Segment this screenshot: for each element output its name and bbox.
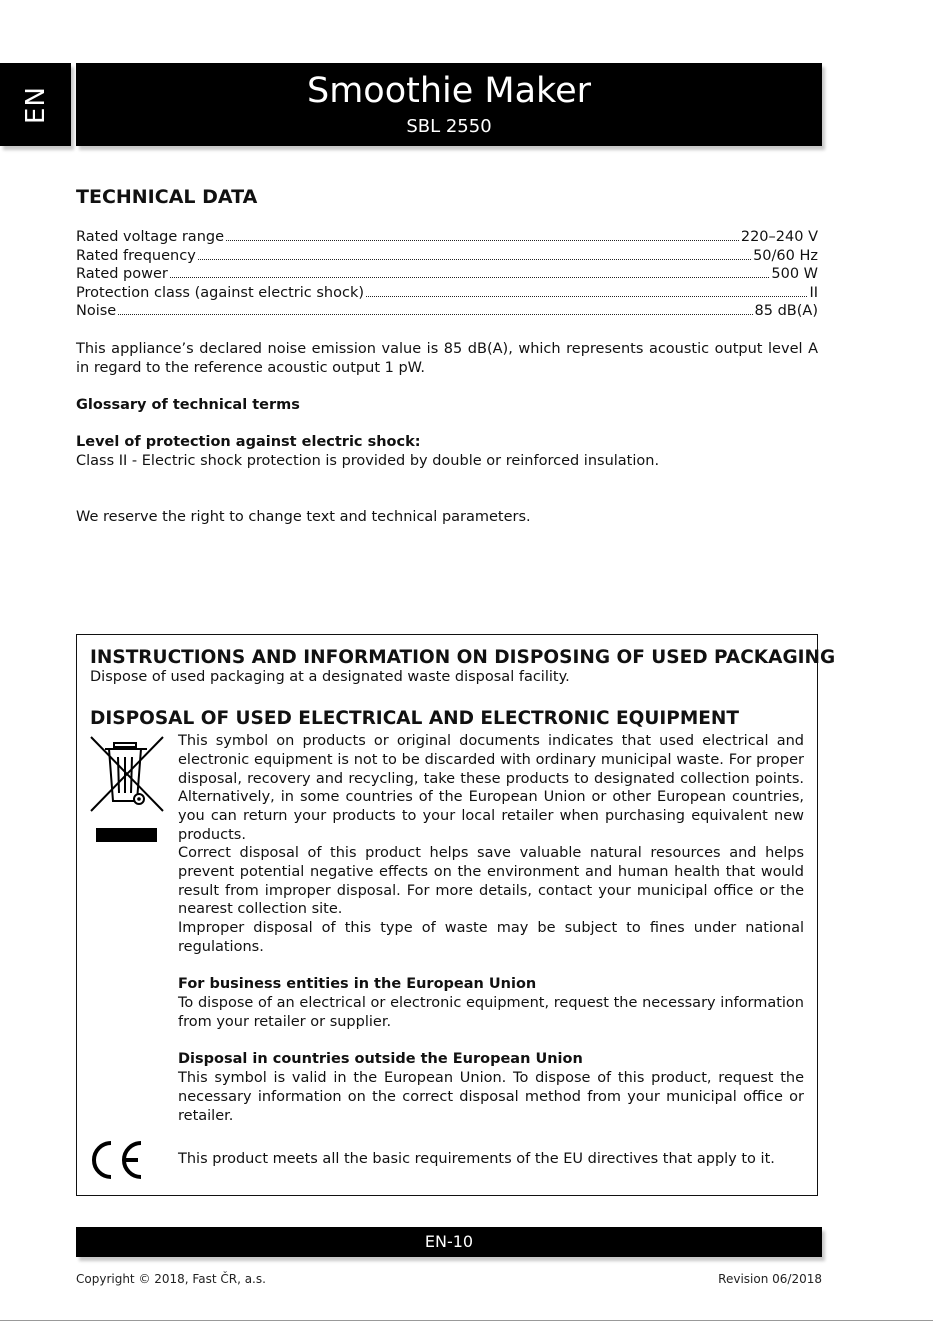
weee-heading: DISPOSAL OF USED ELECTRICAL AND ELECTRONIC EQUIPMENT	[90, 708, 740, 729]
protection-heading: Level of protection against electric shock:	[76, 434, 421, 450]
dot-leader	[226, 240, 739, 241]
disposal-box	[76, 634, 836, 1196]
dot-leader	[170, 277, 769, 278]
spec-row	[76, 265, 818, 284]
crossed-bin-icon	[89, 735, 165, 815]
weee-paragraph-2: Correct disposal of this product helps save valuable natural resources and helps prevent potential negative effects on the environment and human health that would result from improper disposal. For more details, contact your municipal office or the nearest collection site.	[178, 845, 804, 918]
spec-label: Protection class (against electric shock)	[76, 284, 365, 301]
ce-statement: This product meets all the basic requirements of the EU directives that apply to it.	[178, 1151, 775, 1167]
language-tab	[0, 63, 71, 146]
model-number: SBL 2550	[406, 116, 492, 137]
copyright-text: Copyright © 2018, Fast ČR, a.s.	[76, 1272, 266, 1286]
reserve-note: We reserve the right to change text and technical parameters.	[76, 509, 531, 525]
dot-leader	[198, 259, 751, 260]
outside-eu-text: This symbol is valid in the European Union. To dispose of this product, request the necessary information on the correct disposal method from your municipal office or retailer.	[178, 1070, 804, 1124]
technical-data-heading: TECHNICAL DATA	[76, 186, 258, 208]
page-number: EN-10	[424, 1232, 474, 1251]
eu-business-text: To dispose of an electrical or electronic equipment, request the necessary information from your retailer or supplier.	[178, 995, 804, 1030]
noise-note: This appliance’s declared noise emission value is 85 dB(A), which represents acoustic output level A in regard to the reference acoustic output 1 pW.	[76, 341, 818, 376]
packaging-text: Dispose of used packaging at a designated waste disposal facility.	[90, 669, 570, 685]
language-label: EN	[20, 85, 51, 124]
title-banner	[76, 63, 822, 146]
spec-value: 220–240 V	[740, 229, 818, 245]
page-bottom-rule	[0, 1320, 933, 1321]
outside-eu-heading: Disposal in countries outside the European Union	[178, 1051, 583, 1067]
ce-mark-icon	[89, 1140, 145, 1180]
spec-label: Rated voltage range	[76, 229, 225, 245]
spec-label: Noise	[76, 303, 117, 320]
spec-row	[76, 284, 818, 303]
dot-leader	[366, 296, 807, 297]
weee-paragraph-1: This symbol on products or original documents indicates that used electrical and electronic equipment is not to be discarded with ordinary municipal waste. For proper disposal, recovery and recycling, take these products to designated collection points. Alternatively, in some countries of the European Union or other European countries, you can return your products to your local retailer when purchasing equivalent new products.	[178, 733, 804, 843]
dot-leader	[118, 314, 752, 315]
weee-paragraph-3: Improper disposal of this type of waste may be subject to fines under national regulations.	[178, 920, 804, 955]
page-number-bar	[76, 1227, 822, 1257]
protection-text: Class II - Electric shock protection is provided by double or reinforced insulation.	[76, 453, 660, 469]
product-title: Smoothie Maker	[306, 71, 592, 111]
spec-row	[76, 228, 818, 247]
spec-value: 85 dB(A)	[754, 303, 818, 320]
spec-label: Rated frequency	[76, 247, 196, 264]
spec-list	[76, 228, 818, 321]
weee-date-bar	[96, 828, 157, 842]
spec-value: 500 W	[771, 266, 818, 283]
packaging-heading: INSTRUCTIONS AND INFORMATION ON DISPOSING OF USED PACKAGING	[90, 647, 836, 668]
spec-label: Rated power	[76, 266, 168, 283]
eu-business-heading: For business entities in the European Union	[178, 976, 537, 992]
spec-row	[76, 247, 818, 266]
glossary-heading: Glossary of technical terms	[76, 397, 300, 413]
spec-row	[76, 302, 818, 321]
spec-value: II	[809, 284, 818, 301]
spec-value: 50/60 Hz	[753, 247, 818, 264]
revision-text: Revision 06/2018	[718, 1272, 822, 1286]
